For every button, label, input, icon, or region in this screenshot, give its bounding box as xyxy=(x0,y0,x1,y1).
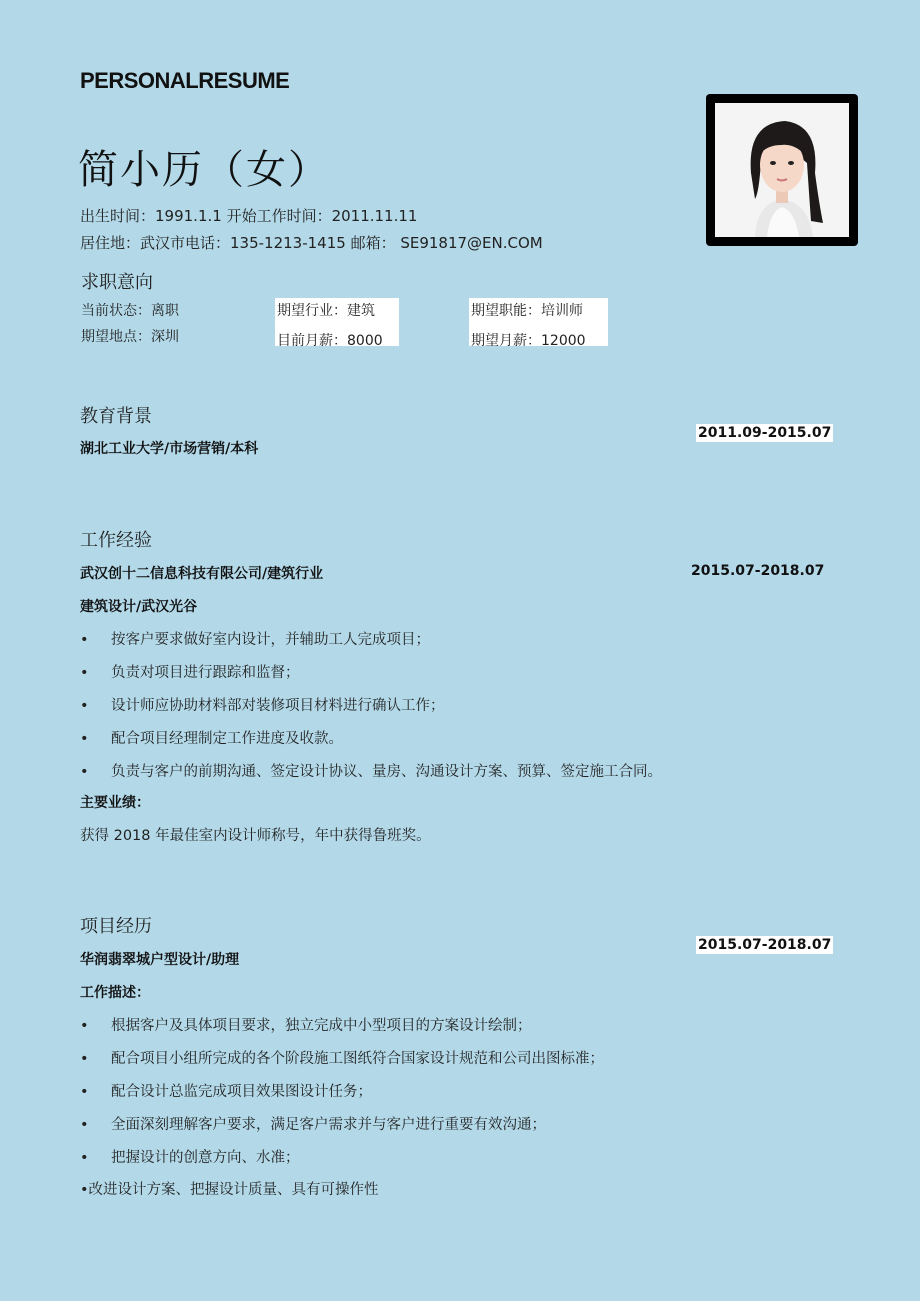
intent-section-title: 求职意向 xyxy=(81,272,153,293)
project-section-title: 项目经历 xyxy=(80,916,152,937)
achievement-text: 获得 2018 年最佳室内设计师称号，年中获得鲁班奖。 xyxy=(80,828,431,844)
current-salary: 目前月薪：8000 xyxy=(277,333,383,346)
portrait-image xyxy=(715,103,849,237)
expected-salary: 期望月薪：12000 xyxy=(471,333,586,346)
bullet-dot: • xyxy=(80,1051,89,1067)
bullet-text: 配合项目经理制定工作进度及收款。 xyxy=(111,731,343,747)
bullet-text: 根据客户及具体项目要求，独立完成中小型项目的方案设计绘制； xyxy=(111,1018,532,1034)
bullet-text: 负责对项目进行跟踪和监督； xyxy=(111,665,300,681)
profile-photo xyxy=(715,103,849,237)
bullet-dot: • xyxy=(80,1018,89,1034)
current-status: 当前状态：离职 xyxy=(81,303,179,319)
resume-brand: PERSONALRESUME xyxy=(80,68,290,93)
profile-photo-frame xyxy=(706,94,858,246)
work-position: 建筑设计/武汉光谷 xyxy=(80,599,198,615)
candidate-name: 简小历（女） xyxy=(78,147,330,193)
project-bullet xyxy=(80,1146,300,1167)
bullet-dot: • xyxy=(80,1084,89,1100)
project-bullet xyxy=(80,1113,546,1134)
education-date: 2011.09-2015.07 xyxy=(698,425,832,441)
birth-work-info: 出生时间：1991.1.1 开始工作时间：2011.11.11 xyxy=(80,207,418,225)
project-bullet xyxy=(80,1014,532,1035)
industry-salary-box xyxy=(275,298,399,346)
work-company: 武汉创十二信息科技有限公司/建筑行业 xyxy=(80,566,324,582)
bullet-dot: • xyxy=(80,665,89,681)
work-bullet xyxy=(80,628,430,649)
work-bullet xyxy=(80,727,343,748)
achievement-label: 主要业绩： xyxy=(80,795,150,811)
work-bullet xyxy=(80,661,300,682)
bullet-dot: • xyxy=(80,764,89,780)
bullet-text: 负责与客户的前期沟通、签定设计协议、量房、沟通设计方案、预算、签定施工合同。 xyxy=(111,764,662,780)
bullet-text: 设计师应协助材料部对装修项目材料进行确认工作； xyxy=(111,698,445,714)
contact-info: 居住地：武汉市电话：135-1213-1415 邮箱： SE91817@EN.COM xyxy=(80,234,543,252)
bullet-dot: • xyxy=(80,1150,89,1166)
bullet-text: 按客户要求做好室内设计，并辅助工人完成项目； xyxy=(111,632,430,648)
project-bullet xyxy=(80,1047,604,1068)
bullet-text: 把握设计的创意方向、水准； xyxy=(111,1150,300,1166)
project-desc-label: 工作描述： xyxy=(80,985,150,1001)
work-section-title: 工作经验 xyxy=(80,530,152,551)
bullet-text: 全面深刻理解客户要求，满足客户需求并与客户进行重要有效沟通； xyxy=(111,1117,546,1133)
bullet-dot: • xyxy=(80,632,89,648)
project-name: 华润翡翠城户型设计/助理 xyxy=(80,952,240,968)
bullet-dot: • xyxy=(80,731,89,747)
work-bullet xyxy=(80,760,662,781)
education-school: 湖北工业大学/市场营销/本科 xyxy=(80,441,259,457)
project-last-line: •改进设计方案、把握设计质量、具有可操作性 xyxy=(80,1182,379,1198)
expected-role: 期望职能：培训师 xyxy=(471,303,583,319)
bullet-text: 配合设计总监完成项目效果图设计任务； xyxy=(111,1084,372,1100)
bullet-dot: • xyxy=(80,1117,89,1133)
bullet-text: 配合项目小组所完成的各个阶段施工图纸符合国家设计规范和公司出图标准； xyxy=(111,1051,604,1067)
bullet-dot: • xyxy=(80,698,89,714)
work-bullet xyxy=(80,694,445,715)
expected-industry: 期望行业：建筑 xyxy=(277,303,375,319)
project-date: 2015.07-2018.07 xyxy=(698,937,832,953)
project-bullet xyxy=(80,1080,372,1101)
role-salary-box xyxy=(469,298,608,346)
work-date: 2015.07-2018.07 xyxy=(691,563,825,579)
expected-location: 期望地点：深圳 xyxy=(81,329,179,345)
education-section-title: 教育背景 xyxy=(80,406,152,427)
